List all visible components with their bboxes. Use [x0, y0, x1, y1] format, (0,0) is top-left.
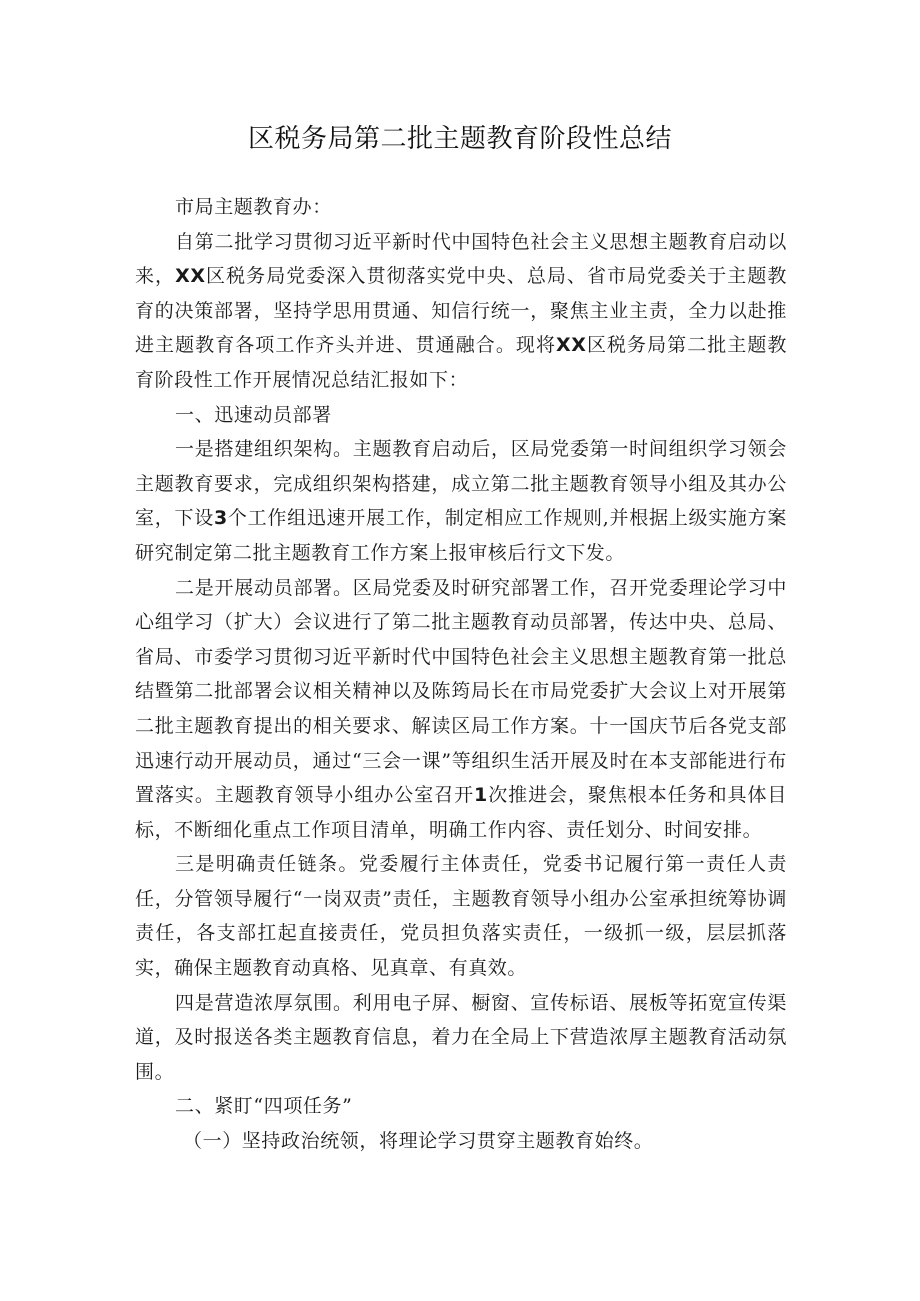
item1-text-2: 个工作组迅速开展工作，制定相应工作规则,并根据上级实施方案研究制定第二批主题教育工作方案上报审核后行文下发。 — [135, 507, 787, 564]
paragraph-item-2 — [135, 571, 787, 848]
document-title: 区税务局第二批主题教育阶段性总结 — [247, 124, 672, 154]
paragraph-item-1 — [135, 432, 787, 570]
item1-number: 3 — [213, 507, 228, 530]
paragraph-item-3: 三是明确责任链条。党委履行主体责任，党委书记履行第一责任人责任，分管领导履行“一岗双责”责任，主题教育领导小组办公室承担统筹协调责任，各支部扛起直接责任，党员担负落实责任，一级抓一级，层层抓落实，确保主题教育动真格、见真章、有真效。 — [135, 853, 787, 980]
intro-text-2: 区税务局党委深入贯彻落实党中央、总局、省市局党委关于主题教育的决策部署，坚持学思用贯通、知信行统一，聚焦主业主责，全力以赴推进主题教育各项工作齐头并进、贯通融合。现将 — [135, 265, 788, 357]
intro-text-3: 区税务局第二批主题教育阶段性工作开展情况总结汇报如下： — [135, 334, 787, 391]
paragraph-item-4: 四是营造浓厚氛围。利用电子屏、橱窗、宣传标语、展板等拓宽宣传渠道，及时报送各类主题教育信息，着力在全局上下营造浓厚主题教育活动氛围。 — [135, 991, 787, 1083]
item2-text-2: 次推进会，聚焦根本任务和具体目标，不断细化重点工作项目清单，明确工作内容、责任划分、时间安排。 — [135, 784, 787, 841]
subsection-heading-1: （一）坚持政治统领，将理论学习贯穿主题教育始终。 — [183, 1130, 654, 1153]
item1-text-1: 一是搭建组织架构。主题教育启动后，区局党委第一时间组织学习领会主题教育要求，完成组织架构搭建，成立第二批主题教育领导小组及其办公室，下设 — [135, 438, 787, 530]
document-body — [135, 190, 787, 1159]
salutation: 市局主题教育办： — [175, 196, 332, 218]
intro-paragraph — [135, 225, 787, 398]
item2-number: 1 — [474, 784, 488, 807]
item2-text-1: 二是开展动员部署。区局党委及时研究部署工作，召开党委理论学习中心组学习（扩大）会议进行了第二批主题教育动员部署，传达中央、总局、省局、市委学习贯彻习近平新时代中国特色社会主义思想主题教育第一批总结暨第二批部署会议相关精神以及陈筠局长在市局党委扩大会议上对开展第二批主题教育提出的相关要求、解读区局工作方案。十一国庆节后各党支部迅速行动开展动员，通过“三会一课”等组织生活开展及时在本支部能进行布置落实。主题教育领导小组办公室召开 — [135, 576, 787, 807]
intro-xx-2: XX — [556, 334, 587, 357]
section-heading-2: 二、紧盯“四项任务” — [175, 1095, 353, 1118]
intro-text-1: 自第二批学习贯彻习近平新时代中国特色社会主义思想主题教育启动以来， — [135, 230, 787, 288]
intro-xx-1: XX — [175, 265, 206, 288]
section-heading-1: 一、迅速动员部署 — [175, 403, 332, 426]
